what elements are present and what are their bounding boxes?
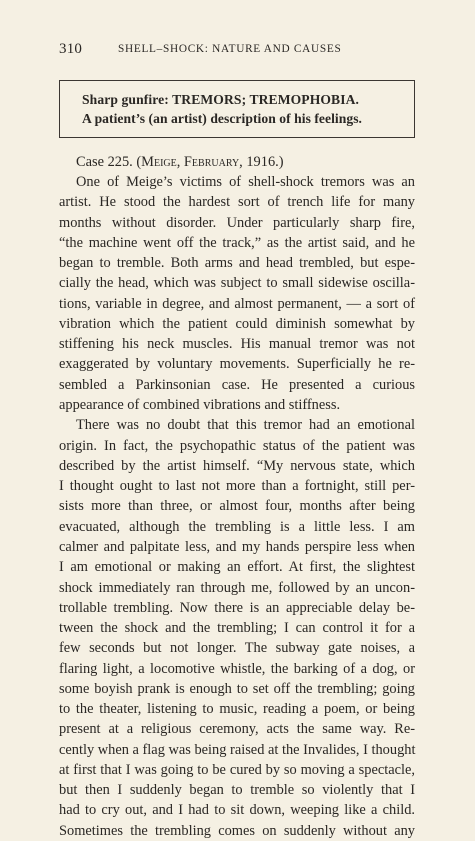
case-heading: [76, 154, 284, 171]
running-head: [59, 41, 419, 61]
text-line: There was no doubt that this tremor had an emotional: [76, 417, 415, 434]
text-line: sembled a Parkinsonian case. He presented a curious: [59, 376, 415, 393]
running-title: SHELL–SHOCK: NATURE AND CAUSES: [118, 43, 342, 55]
text-line: few seconds but not longer. The subway gate noises, a: [59, 640, 415, 657]
page-number: 310: [59, 41, 83, 57]
text-line: One of Meige’s victims of shell-shock tremors was an: [76, 174, 415, 190]
case-reference: (Meige, February, 1916.): [136, 154, 284, 170]
text-line: exaggerated by voluntary movements. Superficially he re-: [59, 356, 415, 373]
text-line: artist. He stood the hardest sort of trench life for many: [59, 194, 415, 211]
text-line: to the theater, listening to music, reading a poem, or being: [59, 701, 415, 718]
paragraph-1: [59, 172, 415, 415]
text-line: flaring light, a locomotive whistle, the barking of a dog, or: [59, 660, 415, 677]
text-line: shock immediately ran through me, followed by an uncon-: [59, 579, 415, 596]
text-line: I thought ought to last not more than a fortnight, still per-: [59, 478, 415, 495]
case-number: Case 225.: [76, 154, 133, 170]
text-line: some boyish prank is enough to set off the trembling; going: [59, 680, 415, 697]
text-line: tions, variable in degree, and almost permanent, — a sort of: [59, 295, 415, 312]
text-line: described by the artist himself. “My nervous state, which: [59, 457, 415, 474]
text-line: had to cry out, and I had to sit down, weeping like a child.: [59, 802, 415, 819]
text-line: cently when a flag was being raised at the Invalides, I thought: [59, 741, 416, 758]
headnote-subtitle: A patient’s (an artist) description of his feelings.: [82, 111, 363, 126]
text-line: origin. In fact, the psychopathic status of the patient was: [59, 437, 415, 454]
text-line: but then I suddenly began to tremble so violently that I: [59, 782, 415, 799]
text-line: tween the shock and the trembling; I can control it for a: [59, 620, 415, 637]
text-line: present at a religious ceremony, acts the same way. Re-: [59, 721, 415, 738]
text-line: calmer and palpitate less, and my hands perspire less when: [59, 538, 415, 555]
paragraph-2: [59, 415, 415, 841]
text-line: stiffening his neck muscles. His manual tremor was not: [59, 336, 415, 353]
text-line: sists more than three, or almost four, months after being: [59, 498, 415, 515]
case-headnote-box: [59, 80, 415, 138]
headnote-title: Sharp gunfire: TREMORS; TREMOPHOBIA.: [82, 92, 360, 107]
text-line: “the machine went off the track,” as the artist said, and he: [59, 234, 415, 251]
text-line: months without disorder. Under particularly sharp fire,: [59, 214, 415, 231]
text-line: appearance of combined vibrations and stiffness.: [59, 396, 341, 413]
text-line: began to tremble. Both arms and head trembled, but espe-: [59, 255, 415, 272]
text-line: vibration which the patient could diminish somewhat by: [59, 315, 415, 332]
text-line: trollable trembling. Now there is an appreciable delay be-: [59, 599, 415, 616]
text-line: at first that I was going to be cured by so moving a spectacle,: [59, 761, 415, 778]
text-line: evacuated, although the trembling is a little less. I am: [59, 518, 415, 535]
text-line: I am emotional or making an effort. At first, the slightest: [59, 559, 415, 576]
text-line: cially the head, which was subject to small sidewise oscilla-: [59, 275, 415, 292]
text-line: Sometimes the trembling comes on suddenly without any: [59, 822, 415, 839]
